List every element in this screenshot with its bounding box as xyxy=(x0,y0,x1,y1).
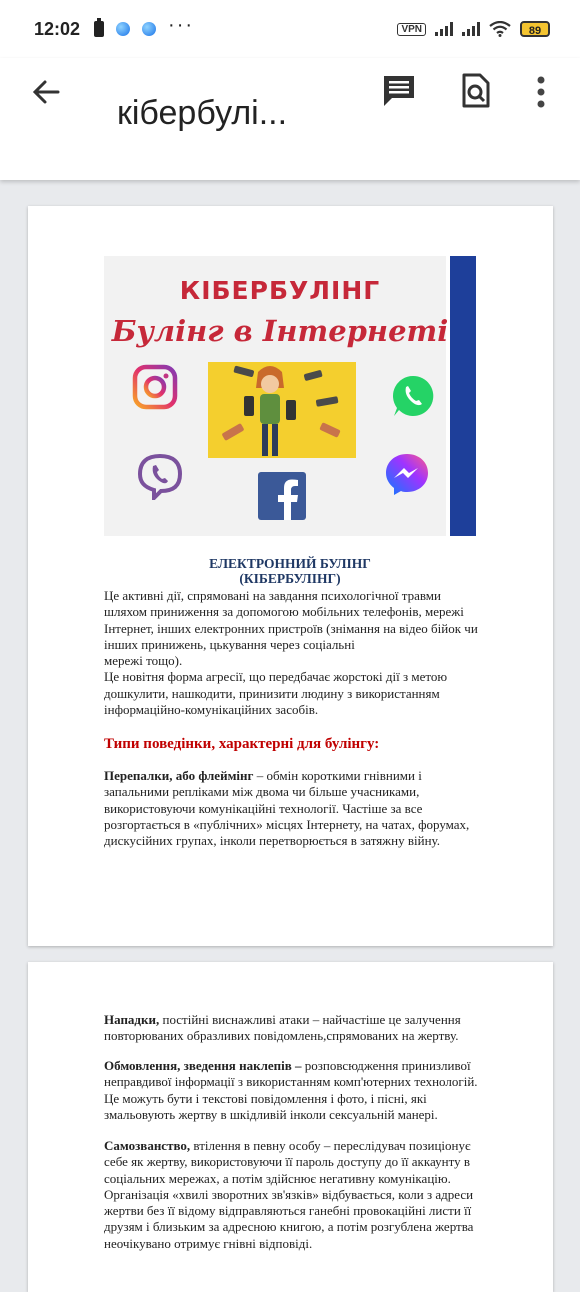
paragraph-attacks xyxy=(104,1012,504,1045)
text-line: Організація «хвилі зворотних зв'язків» відбувається, коли з адреси xyxy=(104,1186,474,1202)
status-indicators xyxy=(397,21,550,37)
more-options-icon[interactable] xyxy=(526,72,556,112)
poster-title: КІБЕРБУЛІНГ xyxy=(179,276,381,305)
text-line: себе як жертву, використовуючи її пароль доступу до її аккаунту в xyxy=(104,1154,470,1170)
text-line: змальовують жертву в шкідливій інколи сексуальній манері. xyxy=(104,1106,438,1122)
term-bold: Обмовлення, зведення наклепів – xyxy=(104,1058,302,1073)
term-bold: Нападки, xyxy=(104,1012,160,1027)
app-notification-icon xyxy=(116,22,130,36)
battery-icon: 89 xyxy=(520,21,550,37)
text-line xyxy=(104,1012,504,1028)
vpn-icon: VPN xyxy=(397,23,426,36)
signal-icon xyxy=(462,22,480,36)
text-line: неправдивої інформації з використанням комп'ютерних технологій. xyxy=(104,1074,478,1090)
notification-icons xyxy=(94,14,195,37)
text-line: інформаційно-комунікаційних засобів. xyxy=(104,702,319,718)
paragraph-flaming xyxy=(104,768,504,849)
paragraph-impersonation xyxy=(104,1138,504,1252)
wifi-icon xyxy=(489,21,511,37)
text-line: запальними репліками між двома чи більше учасниками, xyxy=(104,784,420,800)
poster-subtitle: Булінг в Інтернеті xyxy=(111,314,449,348)
term-definition: постійні виснажливі атаки – найчастіше це залучення xyxy=(159,1012,461,1027)
term-bold: Самозванство, xyxy=(104,1138,191,1153)
text-line: Інтернет, інших електронних пристроїв (знімання на відео бійок чи xyxy=(104,620,478,636)
person-with-phones-illustration xyxy=(208,362,356,458)
text-line: повторюваних образливих повідомлень,спрямованих на жертву. xyxy=(104,1028,459,1044)
term-definition: втілення в певну особу – переслідувач позиціонує xyxy=(190,1138,471,1153)
document-page xyxy=(28,962,553,1292)
text-line xyxy=(104,768,504,784)
section-title: ЕЛЕКТРОННИЙ БУЛІНГ xyxy=(209,556,371,571)
viber-icon xyxy=(136,452,184,500)
document-title: кібербулі... xyxy=(117,94,288,132)
back-arrow-icon[interactable] xyxy=(28,74,64,110)
signal-icon xyxy=(435,22,453,36)
term-definition: – обмін короткими гнівними і xyxy=(253,768,422,783)
more-notifications-icon: ··· xyxy=(168,14,195,36)
text-line: дискусійних групах, інколи перетворюється в затяжну війну. xyxy=(104,833,440,849)
find-in-document-icon[interactable] xyxy=(458,72,494,110)
text-line: інших принижень, цькування через соціальні xyxy=(104,636,355,652)
poster-illustration xyxy=(208,362,356,458)
text-line: Це можуть бути і текстові повідомлення і фото, і пісні, які xyxy=(104,1090,427,1106)
comment-icon[interactable] xyxy=(380,72,418,110)
paragraph-definition xyxy=(104,588,504,718)
text-line xyxy=(104,1138,504,1154)
messenger-icon xyxy=(384,452,430,498)
text-line: Це новітня форма агресії, що передбачає жорстокі дії з метою xyxy=(104,669,448,685)
text-line: жертви без її відому відправляються ганебні провокаційні листи її xyxy=(104,1203,472,1219)
text-line: Це активні дії, спрямовані на завдання психологічної травми xyxy=(104,588,441,603)
status-time: 12:02 xyxy=(34,18,81,39)
whatsapp-icon xyxy=(390,373,436,419)
text-line: друзям і близьким за адресною книгою, а потім розгублена жертва xyxy=(104,1219,474,1235)
text-line: шляхом приниження за допомогою мобільних телефонів, мережі xyxy=(104,604,464,620)
instagram-icon xyxy=(132,364,178,410)
cyberbullying-poster xyxy=(104,256,476,536)
text-line: соціальних мережах, а потім здійснює негативну комунікацію. xyxy=(104,1170,451,1186)
app-bar xyxy=(0,58,580,180)
paragraph-slander xyxy=(104,1058,504,1123)
term-bold: Перепалки, або флеймінг xyxy=(104,768,254,783)
text-line xyxy=(104,1058,504,1074)
text-line: дошкулити, нашкодити, принизити людину з використанням xyxy=(104,685,440,701)
term-definition: розповсюдження принизливої xyxy=(301,1058,471,1073)
text-line: використовуючи комунікаційні технології. Частіше за все xyxy=(104,800,423,816)
types-heading: Типи поведінки, характерні для булінгу: xyxy=(104,736,380,752)
text-line: розгортається в «публічних» місцях Інтернету, на чатах, форумах, xyxy=(104,816,470,832)
text-line: мережі тощо). xyxy=(104,653,183,669)
facebook-icon xyxy=(258,472,306,520)
battery-saver-icon xyxy=(94,21,104,37)
document-page xyxy=(28,206,553,946)
app-notification-icon xyxy=(142,22,156,36)
text-line: неочікувано отримує гнівні відповіді. xyxy=(104,1235,313,1251)
status-bar xyxy=(0,0,580,58)
section-title: (КІБЕРБУЛІНГ) xyxy=(239,571,341,586)
